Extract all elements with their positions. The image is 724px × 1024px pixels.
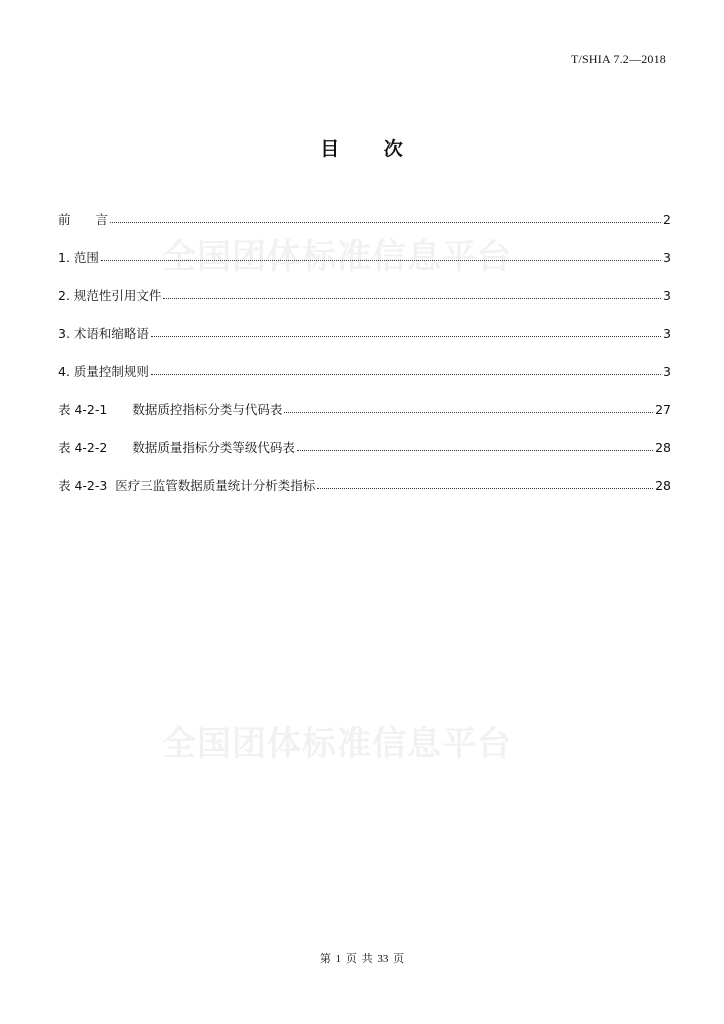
toc-entry-quality-rules[interactable] (58, 360, 671, 380)
toc-dot-leader (317, 488, 653, 489)
watermark: 全国团体标准信息平台 (162, 724, 512, 764)
toc-dot-leader (151, 336, 661, 337)
toc-entry-label: 前 言 (58, 212, 109, 227)
toc-entry-page: 27 (655, 402, 671, 417)
toc-dot-leader (151, 374, 661, 375)
toc-dot-leader (284, 412, 653, 413)
toc-entry-page: 28 (655, 478, 671, 493)
toc-entry-page: 3 (663, 364, 671, 379)
toc-dot-leader (297, 450, 653, 451)
toc-entry-foreword[interactable] (58, 208, 671, 228)
toc-entry-label: 1. 范围 (58, 250, 99, 265)
toc-entry-terms[interactable] (58, 322, 671, 342)
toc-entry-label: 表 4-2-2 数据质量指标分类等级代码表 (58, 440, 295, 455)
toc-dot-leader (101, 260, 661, 261)
toc-entry-normative-references[interactable] (58, 284, 671, 304)
toc-entry-page: 28 (655, 440, 671, 455)
toc-entry-page: 3 (663, 326, 671, 341)
page-footer: 第 1 页 共 33 页 (319, 953, 405, 965)
toc-entry-label: 表 4-2-1 数据质控指标分类与代码表 (58, 402, 283, 417)
toc-entry-table-4-2-2[interactable] (58, 436, 671, 456)
toc-heading: 目 次 (320, 138, 404, 160)
toc-entry-label: 4. 质量控制规则 (58, 364, 149, 379)
toc-dot-leader (163, 298, 661, 299)
watermark: 全国团体标准信息平台 (162, 237, 512, 277)
document-code: T/SHIA 7.2—2018 (570, 52, 666, 66)
toc-entry-label: 表 4-2-3 医疗三监管数据质量统计分析类指标 (58, 478, 316, 493)
toc-entry-table-4-2-3[interactable] (58, 474, 671, 494)
toc-dot-leader (110, 222, 661, 223)
toc-entry-label: 3. 术语和缩略语 (58, 326, 149, 341)
toc-entry-label: 2. 规范性引用文件 (58, 288, 162, 303)
toc-entry-page: 3 (663, 250, 671, 265)
toc-entry-page: 3 (663, 288, 671, 303)
toc-entry-page: 2 (663, 212, 671, 227)
toc-entry-scope[interactable] (58, 246, 671, 266)
toc-entry-table-4-2-1[interactable] (58, 398, 671, 418)
table-of-contents (58, 208, 671, 512)
